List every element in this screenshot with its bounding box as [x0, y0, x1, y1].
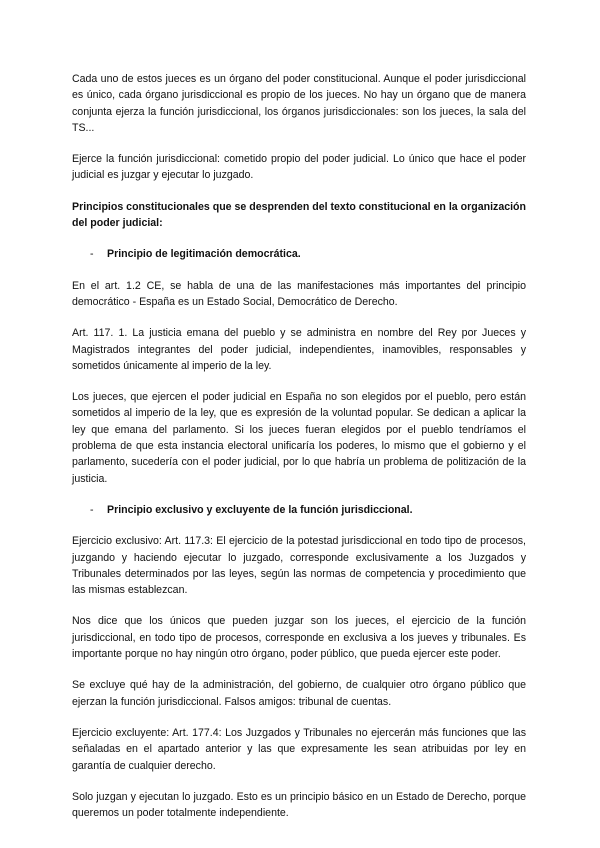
bullet-exclusivo-excluyente	[72, 502, 526, 518]
paragraph-ejercicio-excluyente: Ejercicio excluyente: Art. 177.4: Los Juzgados y Tribunales no ejercerán más funciones que las señaladas en el apartado anterior y las que expresamente les sean atribuidas por ley en garantía de cualquier derecho.	[72, 726, 526, 772]
paragraph-art-1-2: En el art. 1.2 CE, se habla de una de las manifestaciones más importantes del principio democrático - España es un Estado Social, Democrático de Derecho.	[72, 279, 526, 308]
paragraph-jueces-organos: Cada uno de estos jueces es un órgano del poder constitucional. Aunque el poder jurisdiccional es único, cada órgano jurisdiccional es propio de los jueces. No hay un órgano que de manera conjunta ejerza la función jurisdiccional, los órganos jurisdiccionales: son los jueces, la sala del TS...	[72, 73, 526, 134]
paragraph-solo-juzgan: Solo juzgan y ejecutan lo juzgado. Esto es un principio básico en un Estado de Derecho, porque queremos un poder totalmente independiente.	[72, 790, 526, 820]
paragraph-jueces-no-elegidos: Los jueces, que ejercen el poder judicial en España no son elegidos por el pueblo, pero están sometidos al imperio de la ley, que es expresión de la voluntad popular. Se dedican a aplicar la ley que emana del parlamento. Si los jueces fueran elegidos por el pueblo tendríamos el problema de que esta instancia electoral unificaría los poderes, lo mismo que el gobierno y el parlamento, sucedería con el poder judicial, por lo que habría un problema de politización de la justicia.	[72, 391, 526, 485]
paragraph-funcion-jurisdiccional: Ejerce la función jurisdiccional: cometido propio del poder judicial. Lo único que hace el poder judicial es juzgar y ejecutar lo juzgado.	[72, 153, 526, 182]
paragraph-se-excluye: Se excluye qué hay de la administración, del gobierno, de cualquier otro órgano público que ejerzan la función jurisdiccional. Falsos amigos: tribunal de cuentas.	[72, 679, 526, 708]
bullet-label: Principio exclusivo y excluyente de la función jurisdiccional.	[107, 503, 413, 516]
bullet-legitimacion-democratica	[72, 246, 526, 262]
paragraph-unicos-juzgar: Nos dice que los únicos que pueden juzgar son los jueces, el ejercicio de la función jurisdiccional, en todo tipo de procesos, corresponde en exclusiva a los jueves y tribunales. Es importante porque no hay ningún otro órgano, poder público, que pueda ejercer este poder.	[72, 615, 526, 661]
paragraph-ejercicio-exclusivo: Ejercicio exclusivo: Art. 117.3: El ejercicio de la potestad jurisdiccional en todo tipo de procesos, juzgando y haciendo ejecutar lo juzgado, corresponde exclusivamente a los Juzgados y Tribunales determinados por las leyes, según las normas de competencia y procedimiento que las mismas establezcan.	[72, 535, 526, 597]
bullet-label: Principio de legitimación democrática.	[107, 248, 301, 261]
paragraph-art-117-1: Art. 117. 1. La justicia emana del pueblo y se administra en nombre del Rey por Jueces y Magistrados integrantes del poder judicial, independientes, inamovibles, responsables y sometidos únicamente al imperio de la ley.	[72, 327, 526, 372]
bullet-marker: -	[90, 248, 94, 261]
document-page	[72, 71, 526, 836]
section-heading-principios: Principios constitucionales que se desprenden del texto constitucional en la organización del poder judicial:	[72, 200, 526, 230]
bullet-marker: -	[90, 503, 94, 516]
